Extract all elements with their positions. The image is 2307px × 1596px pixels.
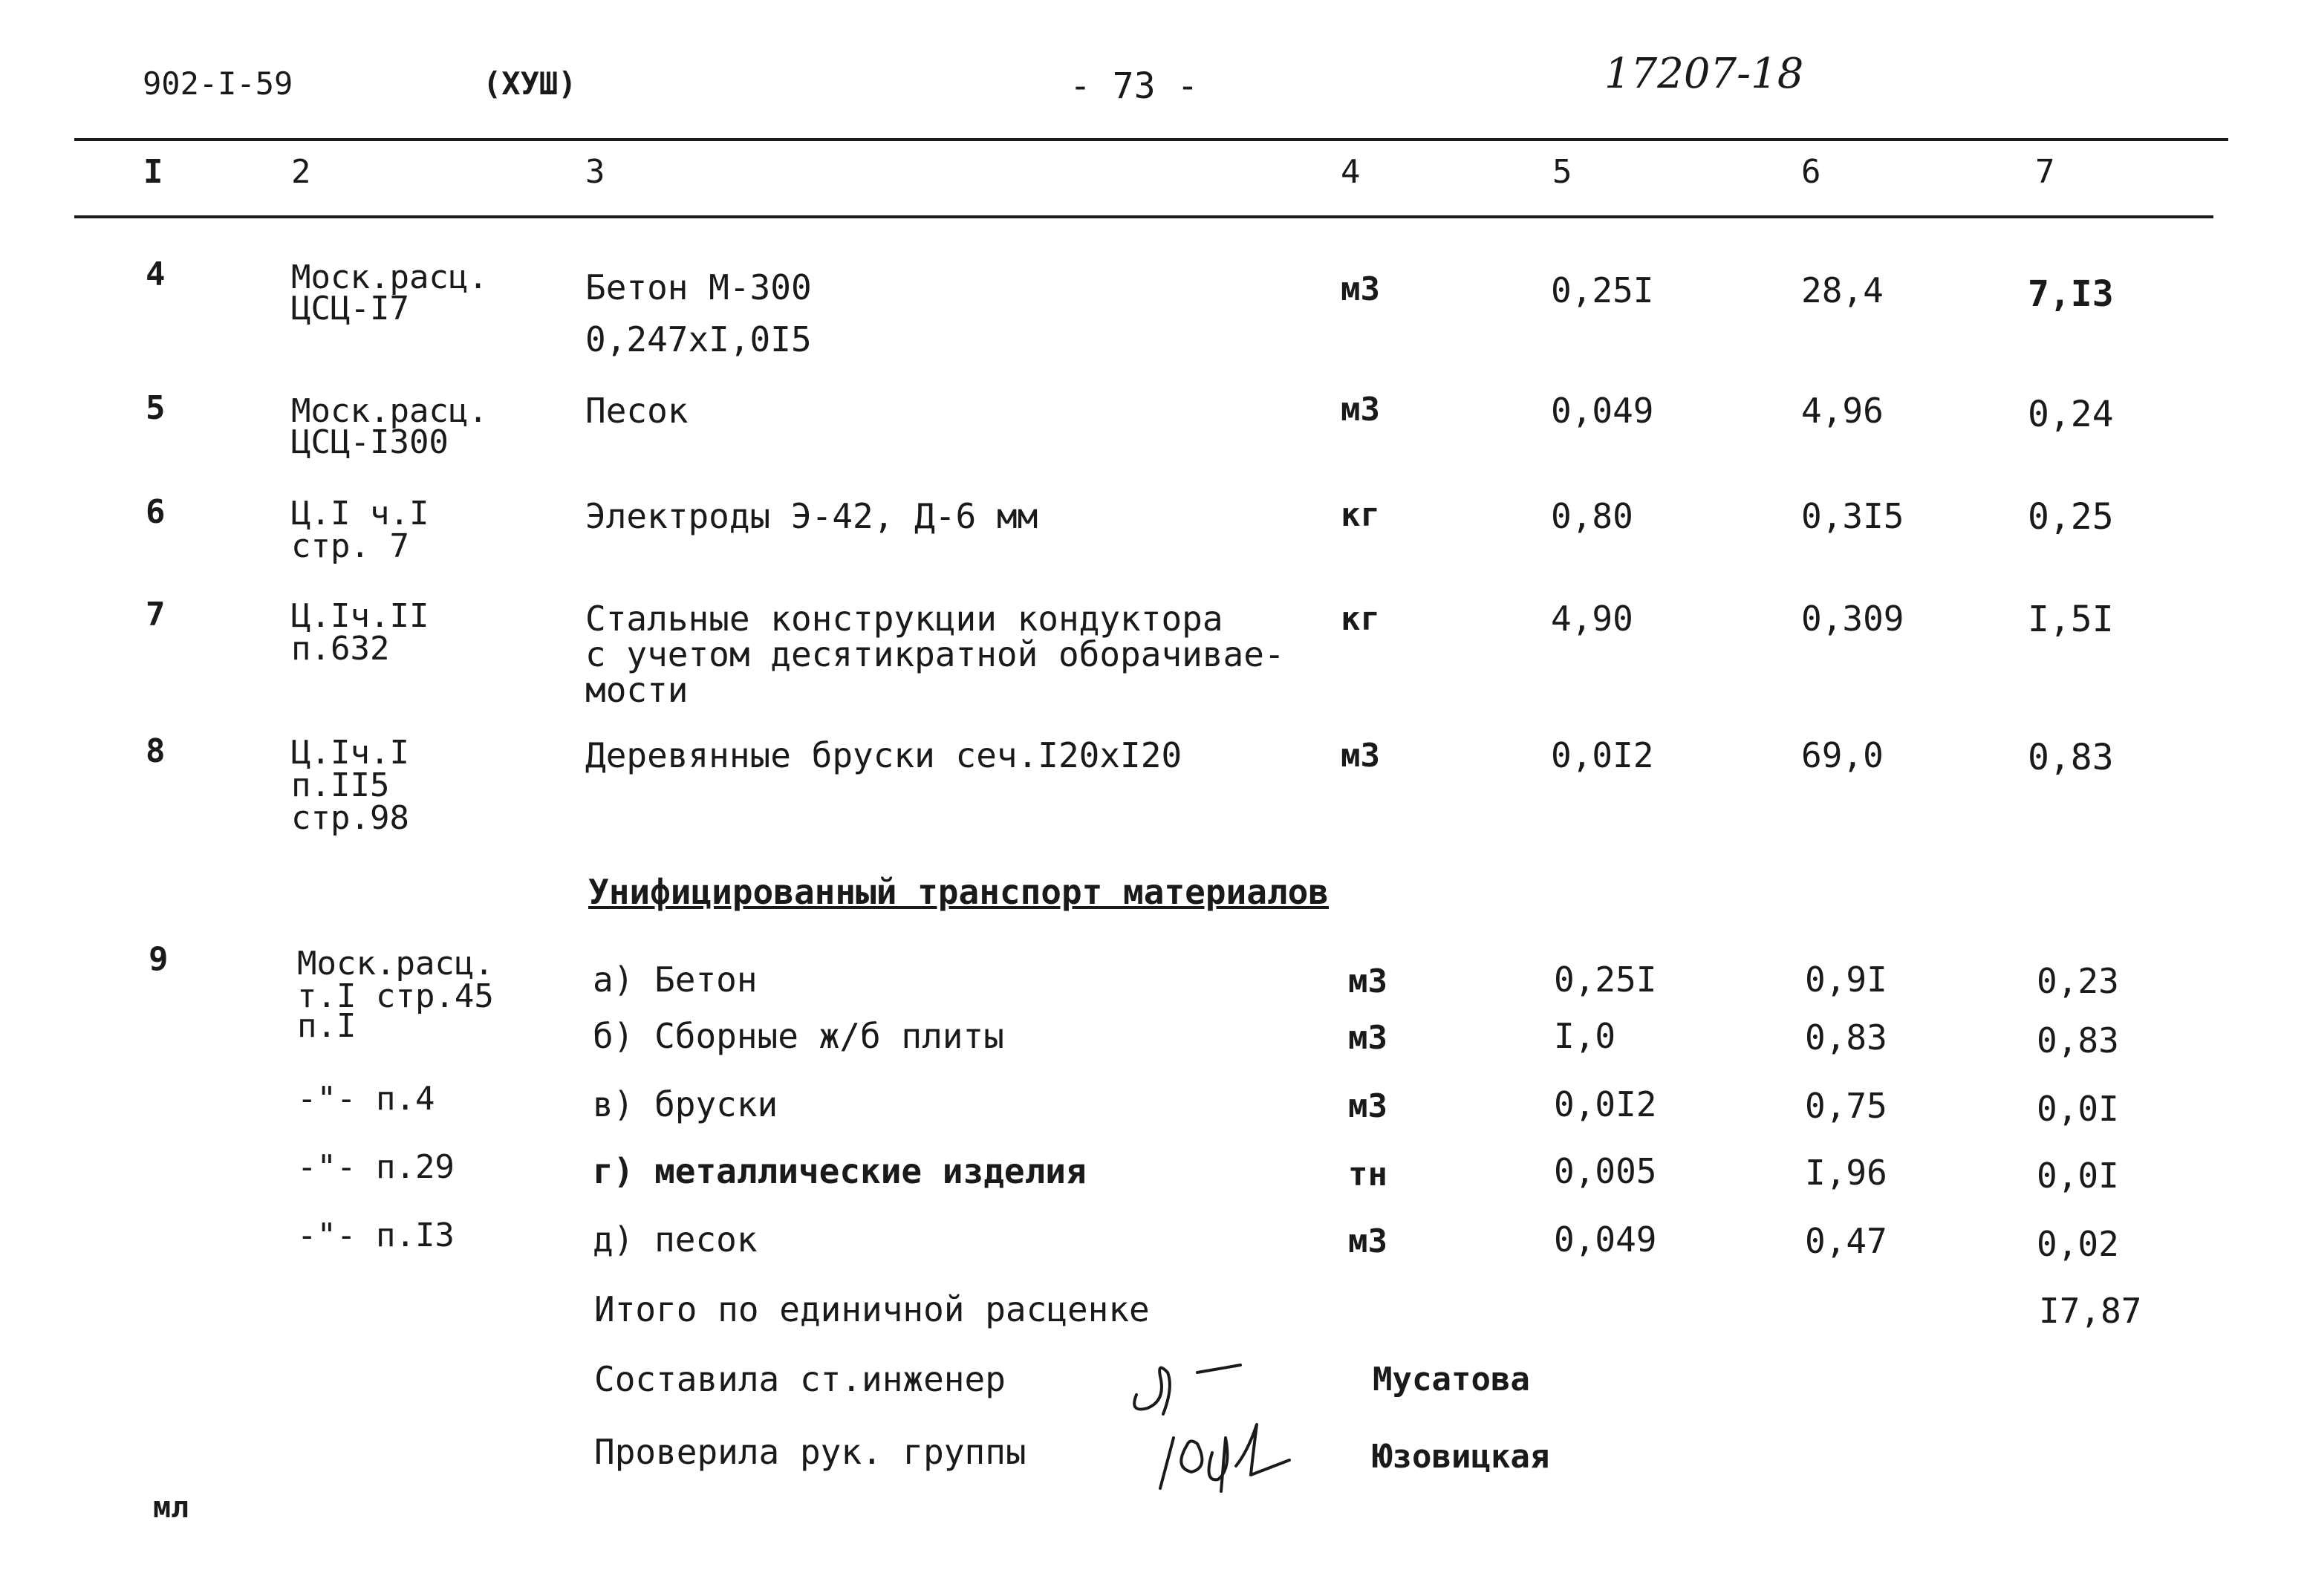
transport-item-unit: тн [1348, 1156, 1387, 1193]
transport-item-price: 0,75 [1805, 1086, 1887, 1126]
row-price: 69,0 [1801, 735, 1884, 775]
checked-signature [1144, 1408, 1307, 1497]
transport-item-price: 0,9I [1805, 960, 1887, 1000]
row-cost: 0,24 [2028, 394, 2114, 435]
transport-item-quantity: I,0 [1554, 1016, 1616, 1056]
section-code: (ХУШ) [483, 65, 577, 102]
column-header-3: 3 [585, 153, 605, 191]
transport-item-quantity: 0,25I [1554, 960, 1657, 1000]
row-name: Деревянные бруски сеч.I20xI20 [585, 735, 1182, 775]
row-quantity: 4,90 [1551, 599, 1633, 639]
top-rule [74, 138, 2228, 141]
transport-item-name: г) металлические изделия [593, 1151, 1087, 1191]
row-reference: ЦСЦ-I7 [291, 290, 409, 328]
transport-item-price: 0,47 [1805, 1221, 1887, 1261]
row-number: 6 [146, 493, 166, 531]
row-price: 0,3I5 [1801, 496, 1904, 536]
row-name: Стальные конструкции кондуктора [585, 599, 1223, 639]
transport-item-cost: 0,0I [2037, 1089, 2119, 1129]
column-header-1: I [143, 153, 163, 191]
transport-item-cost: 0,02 [2037, 1224, 2119, 1264]
footer-mark: мл [153, 1491, 189, 1525]
row-quantity: 0,0I2 [1551, 735, 1654, 775]
transport-item-cost: 0,83 [2037, 1020, 2119, 1061]
transport-item-price: I,96 [1805, 1153, 1887, 1193]
row-quantity: 0,25I [1551, 270, 1654, 310]
page-number: - 73 - [1070, 65, 1199, 107]
transport-heading: Унифицированный транспорт материалов [588, 872, 1329, 912]
row-unit: кг [1341, 496, 1380, 534]
transport-item-price: 0,83 [1805, 1017, 1887, 1058]
row-reference: п.632 [291, 630, 390, 668]
checked-by-name: Юзовицкая [1373, 1438, 1550, 1476]
transport-item-quantity: 0,005 [1554, 1151, 1657, 1191]
transport-item-reference: -"- п.I3 [297, 1216, 455, 1254]
row-quantity: 0,80 [1551, 496, 1633, 536]
row-name: Песок [585, 391, 689, 431]
row-name: 0,247xI,0I5 [585, 319, 812, 359]
column-header-4: 4 [1341, 153, 1361, 191]
row-reference: стр.98 [291, 799, 409, 837]
row-price: 4,96 [1801, 391, 1884, 431]
transport-item-reference: -"- п.29 [297, 1148, 455, 1186]
transport-item-quantity: 0,049 [1554, 1219, 1657, 1260]
row-number: 9 [149, 940, 169, 978]
column-header-2: 2 [291, 153, 311, 191]
row-unit: м3 [1341, 391, 1380, 429]
transport-item-name: д) песок [593, 1219, 758, 1260]
row-cost: 0,83 [2028, 737, 2114, 778]
transport-item-cost: 0,23 [2037, 961, 2119, 1001]
row-unit: кг [1341, 600, 1380, 638]
row-reference: Моск.расц. [291, 258, 488, 296]
transport-item-name: а) Бетон [593, 960, 758, 1000]
row-quantity: 0,049 [1551, 391, 1654, 431]
row-reference: т.I стр.45 [297, 977, 494, 1015]
transport-item-unit: м3 [1348, 1087, 1387, 1125]
compiled-by-name: Мусатова [1373, 1361, 1530, 1398]
row-unit: м3 [1341, 737, 1380, 775]
header-bottom-rule [74, 215, 2213, 218]
row-reference: п.I [297, 1007, 357, 1045]
row-reference: п.II5 [291, 766, 390, 804]
row-name: с учетом десятикратной оборачивае- [585, 634, 1285, 674]
row-name: Бетон М-300 [585, 267, 812, 307]
doc-code: 902-I-59 [143, 65, 293, 102]
row-price: 28,4 [1801, 270, 1884, 310]
column-header-7: 7 [2035, 153, 2055, 191]
handwritten-number: 17207-18 [1604, 50, 1804, 98]
transport-item-unit: м3 [1348, 963, 1387, 1000]
row-unit: м3 [1341, 270, 1380, 308]
row-reference: Ц.I ч.I [291, 495, 429, 532]
row-number: 7 [146, 596, 166, 633]
transport-item-name: б) Сборные ж/б плиты [593, 1016, 1004, 1056]
row-number: 8 [146, 732, 166, 770]
total-value: I7,87 [2039, 1291, 2142, 1331]
row-price: 0,309 [1801, 599, 1904, 639]
row-reference: стр. 7 [291, 527, 409, 565]
row-reference: ЦСЦ-I300 [291, 423, 449, 461]
row-cost: 7,I3 [2028, 273, 2114, 315]
transport-item-unit: м3 [1348, 1222, 1387, 1260]
checked-by-label: Проверила рук. группы [594, 1432, 1026, 1472]
row-name: Электроды Э-42, Д-6 мм [585, 496, 1038, 536]
row-reference: Моск.расц. [291, 392, 488, 430]
transport-item-reference: -"- п.4 [297, 1080, 435, 1118]
total-label: Итого по единичной расценке [594, 1289, 1150, 1329]
row-reference: Ц.Iч.I [291, 734, 409, 772]
transport-item-name: в) бруски [593, 1084, 778, 1124]
row-reference: Моск.расц. [297, 945, 494, 983]
row-number: 4 [146, 255, 166, 293]
column-header-5: 5 [1552, 153, 1572, 191]
compiled-by-label: Составила ст.инженер [594, 1359, 1006, 1399]
row-cost: I,5I [2028, 599, 2114, 640]
transport-item-cost: 0,0I [2037, 1156, 2119, 1196]
transport-item-unit: м3 [1348, 1019, 1387, 1057]
row-number: 5 [146, 389, 166, 427]
row-reference: Ц.Iч.II [291, 597, 429, 635]
transport-item-quantity: 0,0I2 [1554, 1084, 1657, 1124]
column-header-6: 6 [1801, 153, 1821, 191]
row-cost: 0,25 [2028, 496, 2114, 538]
row-name: мости [585, 670, 689, 710]
